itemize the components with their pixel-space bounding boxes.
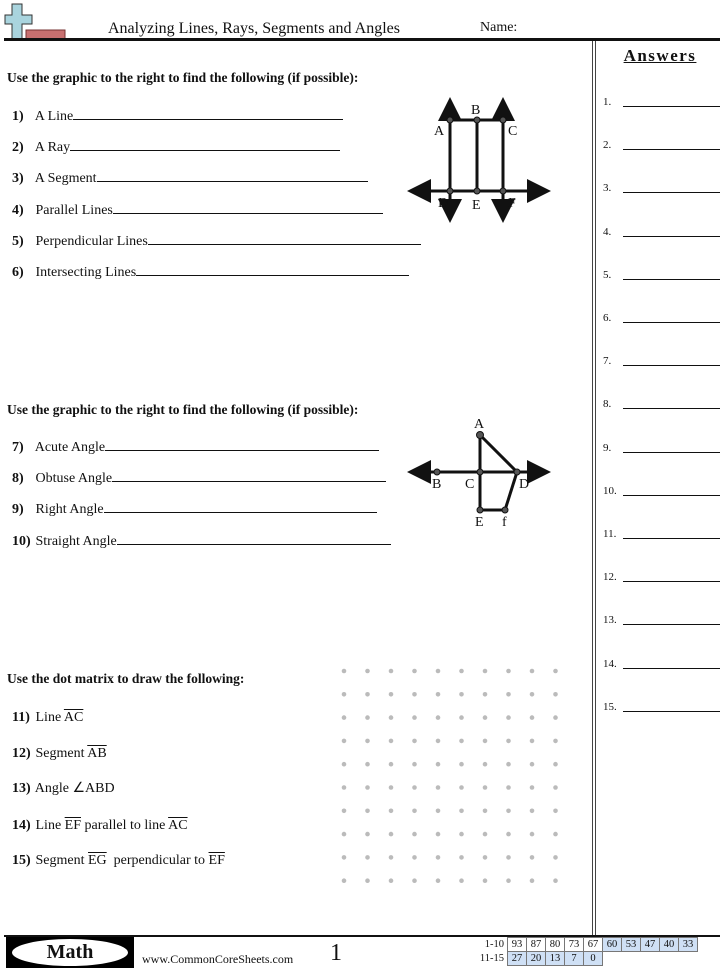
- answer-blank[interactable]: [104, 511, 377, 513]
- matrix-dot[interactable]: [436, 692, 441, 697]
- matrix-dot[interactable]: [483, 785, 488, 790]
- answer-slot[interactable]: [603, 96, 721, 108]
- answer-slot[interactable]: [603, 269, 721, 281]
- matrix-dot[interactable]: [483, 669, 488, 674]
- matrix-dot[interactable]: [483, 809, 488, 814]
- matrix-dot[interactable]: [459, 692, 464, 697]
- matrix-dot[interactable]: [459, 855, 464, 860]
- answer-blank[interactable]: [623, 668, 720, 669]
- matrix-dot[interactable]: [365, 739, 370, 744]
- answer-number: 15.: [603, 700, 617, 713]
- score-cell: 60: [603, 938, 622, 952]
- matrix-dot[interactable]: [436, 785, 441, 790]
- point-b-label: B: [471, 103, 481, 118]
- score-cell: 27: [508, 952, 527, 966]
- score-cell: 40: [660, 938, 679, 952]
- matrix-dot[interactable]: [506, 832, 511, 837]
- answer-number: 4.: [603, 225, 612, 238]
- answer-blank[interactable]: [623, 322, 720, 323]
- matrix-dot[interactable]: [436, 809, 441, 814]
- math-logo: Math: [6, 937, 134, 968]
- matrix-dot[interactable]: [530, 785, 535, 790]
- segment-symbol: $\overline{AB}$: [87, 746, 107, 761]
- score-cell: 7: [565, 952, 584, 966]
- answer-blank[interactable]: [113, 212, 383, 214]
- matrix-dot[interactable]: [365, 878, 370, 883]
- matrix-dot[interactable]: [459, 762, 464, 767]
- question-11: 11) Line $\overline{AC}$: [12, 710, 84, 725]
- answer-blank[interactable]: [623, 711, 720, 712]
- question-item: 3) A Segment: [12, 171, 368, 187]
- matrix-dot[interactable]: [530, 739, 535, 744]
- section2-instruction: Use the graphic to the right to find the following (if possible):: [7, 402, 359, 417]
- matrix-dot[interactable]: [530, 809, 535, 814]
- answer-number: 2.: [603, 139, 612, 152]
- point-f-label: f: [502, 515, 507, 530]
- question-item: 6) Intersecting Lines: [12, 265, 409, 281]
- answer-number: 5.: [603, 268, 612, 281]
- matrix-dot[interactable]: [389, 692, 394, 697]
- point-a-label: A: [474, 417, 485, 432]
- matrix-dot[interactable]: [365, 692, 370, 697]
- matrix-dot[interactable]: [436, 762, 441, 767]
- page-number: 1: [330, 940, 342, 966]
- matrix-dot[interactable]: [412, 855, 417, 860]
- matrix-dot[interactable]: [506, 878, 511, 883]
- question-13: 13) Angle ∠ABD: [12, 781, 115, 796]
- point-e-label: E: [475, 515, 484, 530]
- answer-slot[interactable]: [603, 658, 721, 670]
- matrix-dot[interactable]: [389, 669, 394, 674]
- matrix-dot[interactable]: [530, 669, 535, 674]
- section3-instruction: Use the dot matrix to draw the following:: [7, 671, 245, 686]
- matrix-dot[interactable]: [389, 855, 394, 860]
- matrix-dot[interactable]: [389, 832, 394, 837]
- matrix-dot[interactable]: [530, 855, 535, 860]
- matrix-dot[interactable]: [506, 762, 511, 767]
- score-cell: 20: [527, 952, 546, 966]
- matrix-dot[interactable]: [436, 739, 441, 744]
- answer-blank[interactable]: [105, 449, 379, 451]
- matrix-dot[interactable]: [412, 878, 417, 883]
- matrix-dot[interactable]: [412, 692, 417, 697]
- matrix-dot[interactable]: [483, 855, 488, 860]
- answer-slot[interactable]: [603, 312, 721, 324]
- matrix-dot[interactable]: [365, 715, 370, 720]
- matrix-dot[interactable]: [530, 832, 535, 837]
- matrix-dot[interactable]: [553, 692, 558, 697]
- matrix-dot[interactable]: [483, 878, 488, 883]
- score-cell: 53: [622, 938, 641, 952]
- matrix-dot[interactable]: [412, 809, 417, 814]
- answer-number: 9.: [603, 441, 612, 454]
- matrix-dot[interactable]: [389, 739, 394, 744]
- matrix-dot[interactable]: [530, 878, 535, 883]
- matrix-dot[interactable]: [342, 785, 347, 790]
- answer-slot[interactable]: [603, 398, 721, 410]
- matrix-dot[interactable]: [412, 669, 417, 674]
- matrix-dot[interactable]: [553, 669, 558, 674]
- matrix-dot[interactable]: [506, 785, 511, 790]
- page-title: Analyzing Lines, Rays, Segments and Angles: [108, 20, 400, 37]
- matrix-dot[interactable]: [412, 715, 417, 720]
- matrix-dot[interactable]: [412, 832, 417, 837]
- score-cell: 73: [565, 938, 584, 952]
- matrix-dot[interactable]: [365, 762, 370, 767]
- matrix-dot[interactable]: [530, 692, 535, 697]
- matrix-dot[interactable]: [553, 878, 558, 883]
- question-15: 15) Segment $\overline{EG}$ perpendicular to $\overline{EF}$: [12, 853, 225, 868]
- answer-number: 14.: [603, 657, 617, 670]
- matrix-dot[interactable]: [553, 785, 558, 790]
- matrix-dot[interactable]: [389, 878, 394, 883]
- matrix-dot[interactable]: [530, 715, 535, 720]
- answer-slot[interactable]: [603, 701, 721, 713]
- answer-number: 6.: [603, 312, 612, 324]
- matrix-dot[interactable]: [389, 762, 394, 767]
- matrix-dot[interactable]: [342, 855, 347, 860]
- answer-blank[interactable]: [148, 243, 421, 245]
- matrix-dot[interactable]: [436, 878, 441, 883]
- matrix-dot[interactable]: [342, 809, 347, 814]
- matrix-dot[interactable]: [389, 809, 394, 814]
- header-divider: [4, 38, 720, 41]
- answer-number: 7.: [603, 355, 612, 368]
- matrix-dot[interactable]: [506, 809, 511, 814]
- matrix-dot[interactable]: [459, 878, 464, 883]
- answer-blank[interactable]: [623, 538, 720, 539]
- matrix-dot[interactable]: [342, 739, 347, 744]
- point-d-label: D: [438, 196, 449, 211]
- matrix-dot[interactable]: [436, 832, 441, 837]
- matrix-dot[interactable]: [459, 715, 464, 720]
- answer-number: 8.: [603, 398, 612, 411]
- answer-blank[interactable]: [623, 192, 720, 193]
- dot-matrix[interactable]: [335, 662, 565, 892]
- matrix-dot[interactable]: [342, 715, 347, 720]
- matrix-dot[interactable]: [365, 669, 370, 674]
- answer-slot[interactable]: [603, 571, 721, 583]
- matrix-dot[interactable]: [342, 832, 347, 837]
- point-e-label: E: [472, 198, 481, 213]
- answer-blank[interactable]: [623, 365, 720, 366]
- answer-slot[interactable]: [603, 182, 721, 194]
- score-cell: 87: [527, 938, 546, 952]
- score-cell: 93: [508, 938, 527, 952]
- matrix-dot[interactable]: [553, 832, 558, 837]
- matrix-dot[interactable]: [365, 855, 370, 860]
- question-item: 8) Obtuse Angle: [12, 471, 386, 487]
- matrix-dot[interactable]: [506, 739, 511, 744]
- question-item: 9) Right Angle: [12, 502, 377, 518]
- question-item: 7) Acute Angle: [12, 440, 379, 456]
- matrix-dot[interactable]: [553, 739, 558, 744]
- answer-blank[interactable]: [623, 236, 720, 237]
- matrix-dot[interactable]: [459, 809, 464, 814]
- answer-number: 1.: [603, 96, 612, 108]
- score-cell: 33: [679, 938, 698, 952]
- matrix-dot[interactable]: [412, 762, 417, 767]
- question-14: 14) Line $\overline{EF}$ parallel to line $\overline{AC}$: [12, 818, 188, 833]
- answer-blank[interactable]: [623, 106, 720, 107]
- question-12: 12) Segment $\overline{AB}$: [12, 746, 107, 761]
- matrix-dot[interactable]: [436, 715, 441, 720]
- question-item: 1) A Line: [12, 109, 343, 125]
- matrix-dot[interactable]: [342, 762, 347, 767]
- answer-number: 3.: [603, 182, 612, 195]
- score-cell: 47: [641, 938, 660, 952]
- matrix-dot[interactable]: [459, 739, 464, 744]
- matrix-dot[interactable]: [553, 855, 558, 860]
- matrix-dot[interactable]: [389, 785, 394, 790]
- answer-blank[interactable]: [623, 149, 720, 150]
- answer-blank[interactable]: [117, 543, 391, 545]
- question-item: 5) Perpendicular Lines: [12, 234, 421, 250]
- matrix-dot[interactable]: [483, 692, 488, 697]
- score-key-table: [474, 937, 698, 966]
- answer-slot[interactable]: [603, 614, 721, 626]
- answer-slot[interactable]: [603, 226, 721, 238]
- line-symbol: $\overline{AC}$: [63, 710, 84, 725]
- answer-blank[interactable]: [136, 274, 409, 276]
- answer-number: 13.: [603, 614, 617, 627]
- answer-blank[interactable]: [112, 480, 386, 482]
- matrix-dot[interactable]: [506, 715, 511, 720]
- answer-blank[interactable]: [623, 581, 720, 582]
- answer-slot[interactable]: [603, 355, 721, 367]
- matrix-dot[interactable]: [459, 669, 464, 674]
- answer-blank[interactable]: [623, 495, 720, 496]
- score-cell: 13: [546, 952, 565, 966]
- question-item: 2) A Ray: [12, 140, 340, 156]
- matrix-dot[interactable]: [365, 832, 370, 837]
- point-c-label: C: [465, 477, 475, 492]
- answer-slot[interactable]: [603, 139, 721, 151]
- score-cell: 0: [584, 952, 603, 966]
- score-cell: 67: [584, 938, 603, 952]
- matrix-dot[interactable]: [483, 762, 488, 767]
- answer-blank[interactable]: [73, 118, 343, 120]
- matrix-dot[interactable]: [530, 762, 535, 767]
- answer-blank[interactable]: [623, 279, 720, 280]
- logo-plus-icon: [4, 3, 68, 41]
- point-c-label: C: [508, 124, 518, 139]
- matrix-dot[interactable]: [459, 832, 464, 837]
- answer-slot[interactable]: [603, 528, 721, 540]
- point-a-label: A: [434, 124, 445, 139]
- question-item: 4) Parallel Lines: [12, 203, 383, 219]
- matrix-dot[interactable]: [506, 692, 511, 697]
- answer-blank[interactable]: [623, 408, 720, 409]
- website-url: www.CommonCoreSheets.com: [142, 952, 294, 966]
- answer-slot[interactable]: [603, 442, 721, 454]
- matrix-dot[interactable]: [553, 809, 558, 814]
- answer-slot[interactable]: [603, 485, 721, 497]
- point-b-label: B: [432, 477, 442, 492]
- answer-number: 11.: [603, 528, 617, 540]
- answers-divider: [592, 41, 596, 936]
- name-label: Name:: [480, 20, 518, 35]
- answer-blank[interactable]: [97, 180, 368, 182]
- answer-blank[interactable]: [623, 452, 720, 453]
- matrix-dot[interactable]: [483, 715, 488, 720]
- angles-diagram: [405, 415, 555, 530]
- question-item: 10) Straight Angle: [12, 534, 391, 550]
- lines-diagram: [405, 95, 555, 225]
- row-label: 11-15: [479, 953, 504, 964]
- matrix-dot[interactable]: [436, 669, 441, 674]
- matrix-dot[interactable]: [365, 785, 370, 790]
- answer-number: 10.: [603, 484, 617, 497]
- answer-number: 12.: [603, 571, 617, 584]
- matrix-dot[interactable]: [483, 832, 488, 837]
- matrix-dot[interactable]: [459, 785, 464, 790]
- row-label: 1-10: [484, 939, 504, 950]
- matrix-dot[interactable]: [483, 739, 488, 744]
- matrix-dot[interactable]: [553, 762, 558, 767]
- score-cell: 80: [546, 938, 565, 952]
- point-d-label: D: [519, 477, 530, 492]
- answer-blank[interactable]: [70, 149, 340, 151]
- matrix-dot[interactable]: [389, 715, 394, 720]
- point-f-label: F: [508, 196, 516, 211]
- answer-blank[interactable]: [623, 624, 720, 625]
- matrix-dot[interactable]: [342, 669, 347, 674]
- answers-title: Answers: [623, 46, 697, 65]
- matrix-dot[interactable]: [506, 669, 511, 674]
- matrix-dot[interactable]: [412, 785, 417, 790]
- matrix-dot[interactable]: [412, 739, 417, 744]
- angle-symbol: ∠ABD: [72, 781, 115, 796]
- matrix-dot[interactable]: [436, 855, 441, 860]
- matrix-dot[interactable]: [553, 715, 558, 720]
- matrix-dot[interactable]: [342, 878, 347, 883]
- matrix-dot[interactable]: [506, 855, 511, 860]
- matrix-dot[interactable]: [365, 809, 370, 814]
- matrix-dot[interactable]: [342, 692, 347, 697]
- section1-instruction: Use the graphic to the right to find the following (if possible):: [7, 70, 359, 85]
